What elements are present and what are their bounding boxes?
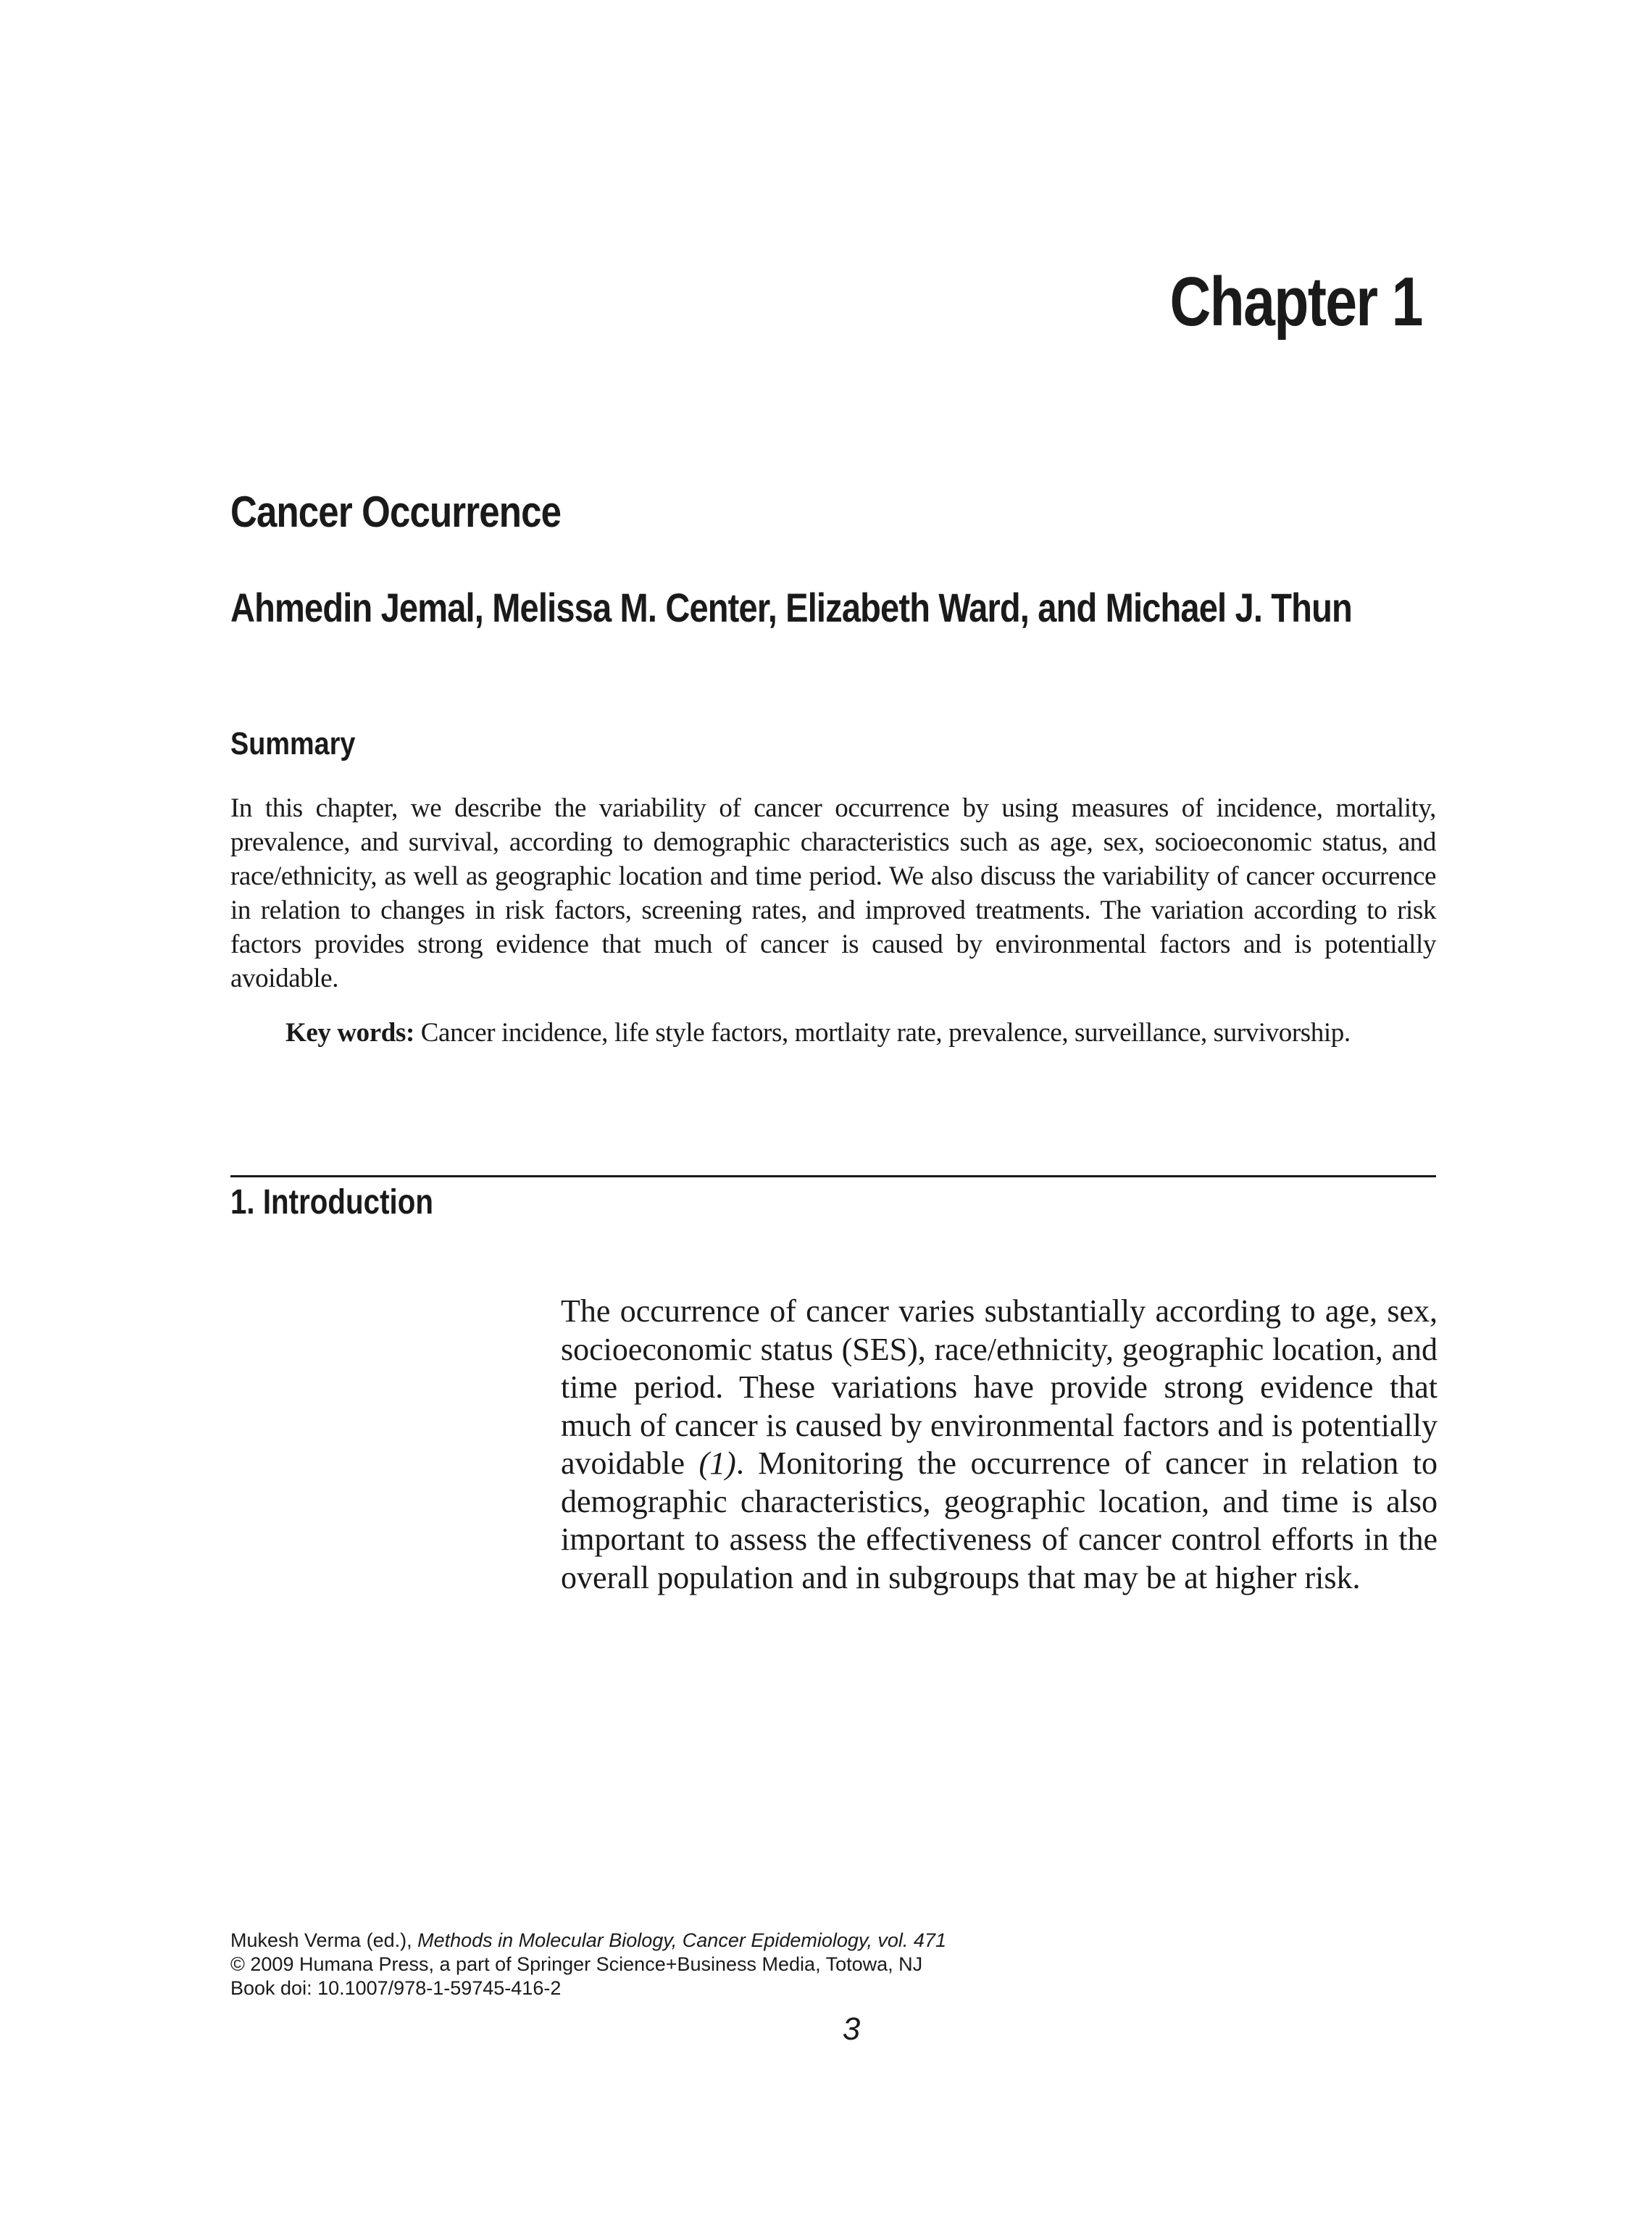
keywords-label: Key words: xyxy=(285,1018,414,1048)
summary-paragraph: In this chapter, we describe the variability of cancer occurrence by using measures of incidence, mortality, prevalence, and survival, according to demographic characteristics such as age, sex, socioeconomic status, and race/ethnicity, as well as geographic location and time period. We also discuss the variability of cancer occurrence in relation to changes in risk factors, screening rates, and improved treatments. The variation according to risk factors provides strong evidence that much of cancer is caused by environmental factors and is potentially avoidable. xyxy=(230,793,1436,993)
citation-reference: (1) xyxy=(698,1445,736,1481)
footer-copyright: © 2009 Humana Press, a part of Springer Science+Business Media, Totowa, NJ xyxy=(230,1953,923,1975)
chapter-title: Cancer Occurrence xyxy=(230,488,562,536)
section-divider xyxy=(230,1175,1436,1177)
footer-editor-line xyxy=(230,1929,946,1953)
footer-series: Methods in Molecular Biology, Cancer Epidemiology, vol. 471 xyxy=(417,1929,946,1951)
keywords-line xyxy=(285,1016,1445,1050)
author-list: Ahmedin Jemal, Melissa M. Center, Elizabeth Ward, and Michael J. Thun xyxy=(230,585,1352,630)
introduction-text-part-2: . Monitoring the occurrence of cancer in relation to demographic characteristics, geographic location, and time is also important to assess the effectiveness of cancer control efforts in the overall population and in subgroups that may be at higher risk. xyxy=(561,1445,1438,1595)
summary-heading: Summary xyxy=(230,726,356,761)
footer-editor: Mukesh Verma (ed.), xyxy=(230,1929,418,1951)
chapter-label: Chapter 1 xyxy=(1169,263,1422,341)
page-number: 3 xyxy=(842,2011,861,2047)
introduction-heading: 1. Introduction xyxy=(230,1183,433,1222)
footer-doi: Book doi: 10.1007/978-1-59745-416-2 xyxy=(230,1977,562,1999)
publication-footer xyxy=(230,1929,946,2000)
introduction-paragraph xyxy=(561,1293,1438,1597)
introduction-text-part-1: The occurrence of cancer varies substantially according to age, sex, socioeconomic status (SES), race/ethnicity, geographic location, and time period. These variations have provide strong evidence that much of cancer is caused by environmental factors and is potentially avoidable xyxy=(561,1293,1438,1481)
keywords-list: Cancer incidence, life style factors, mortlaity rate, prevalence, surveillance, survivorship. xyxy=(420,1018,1351,1048)
